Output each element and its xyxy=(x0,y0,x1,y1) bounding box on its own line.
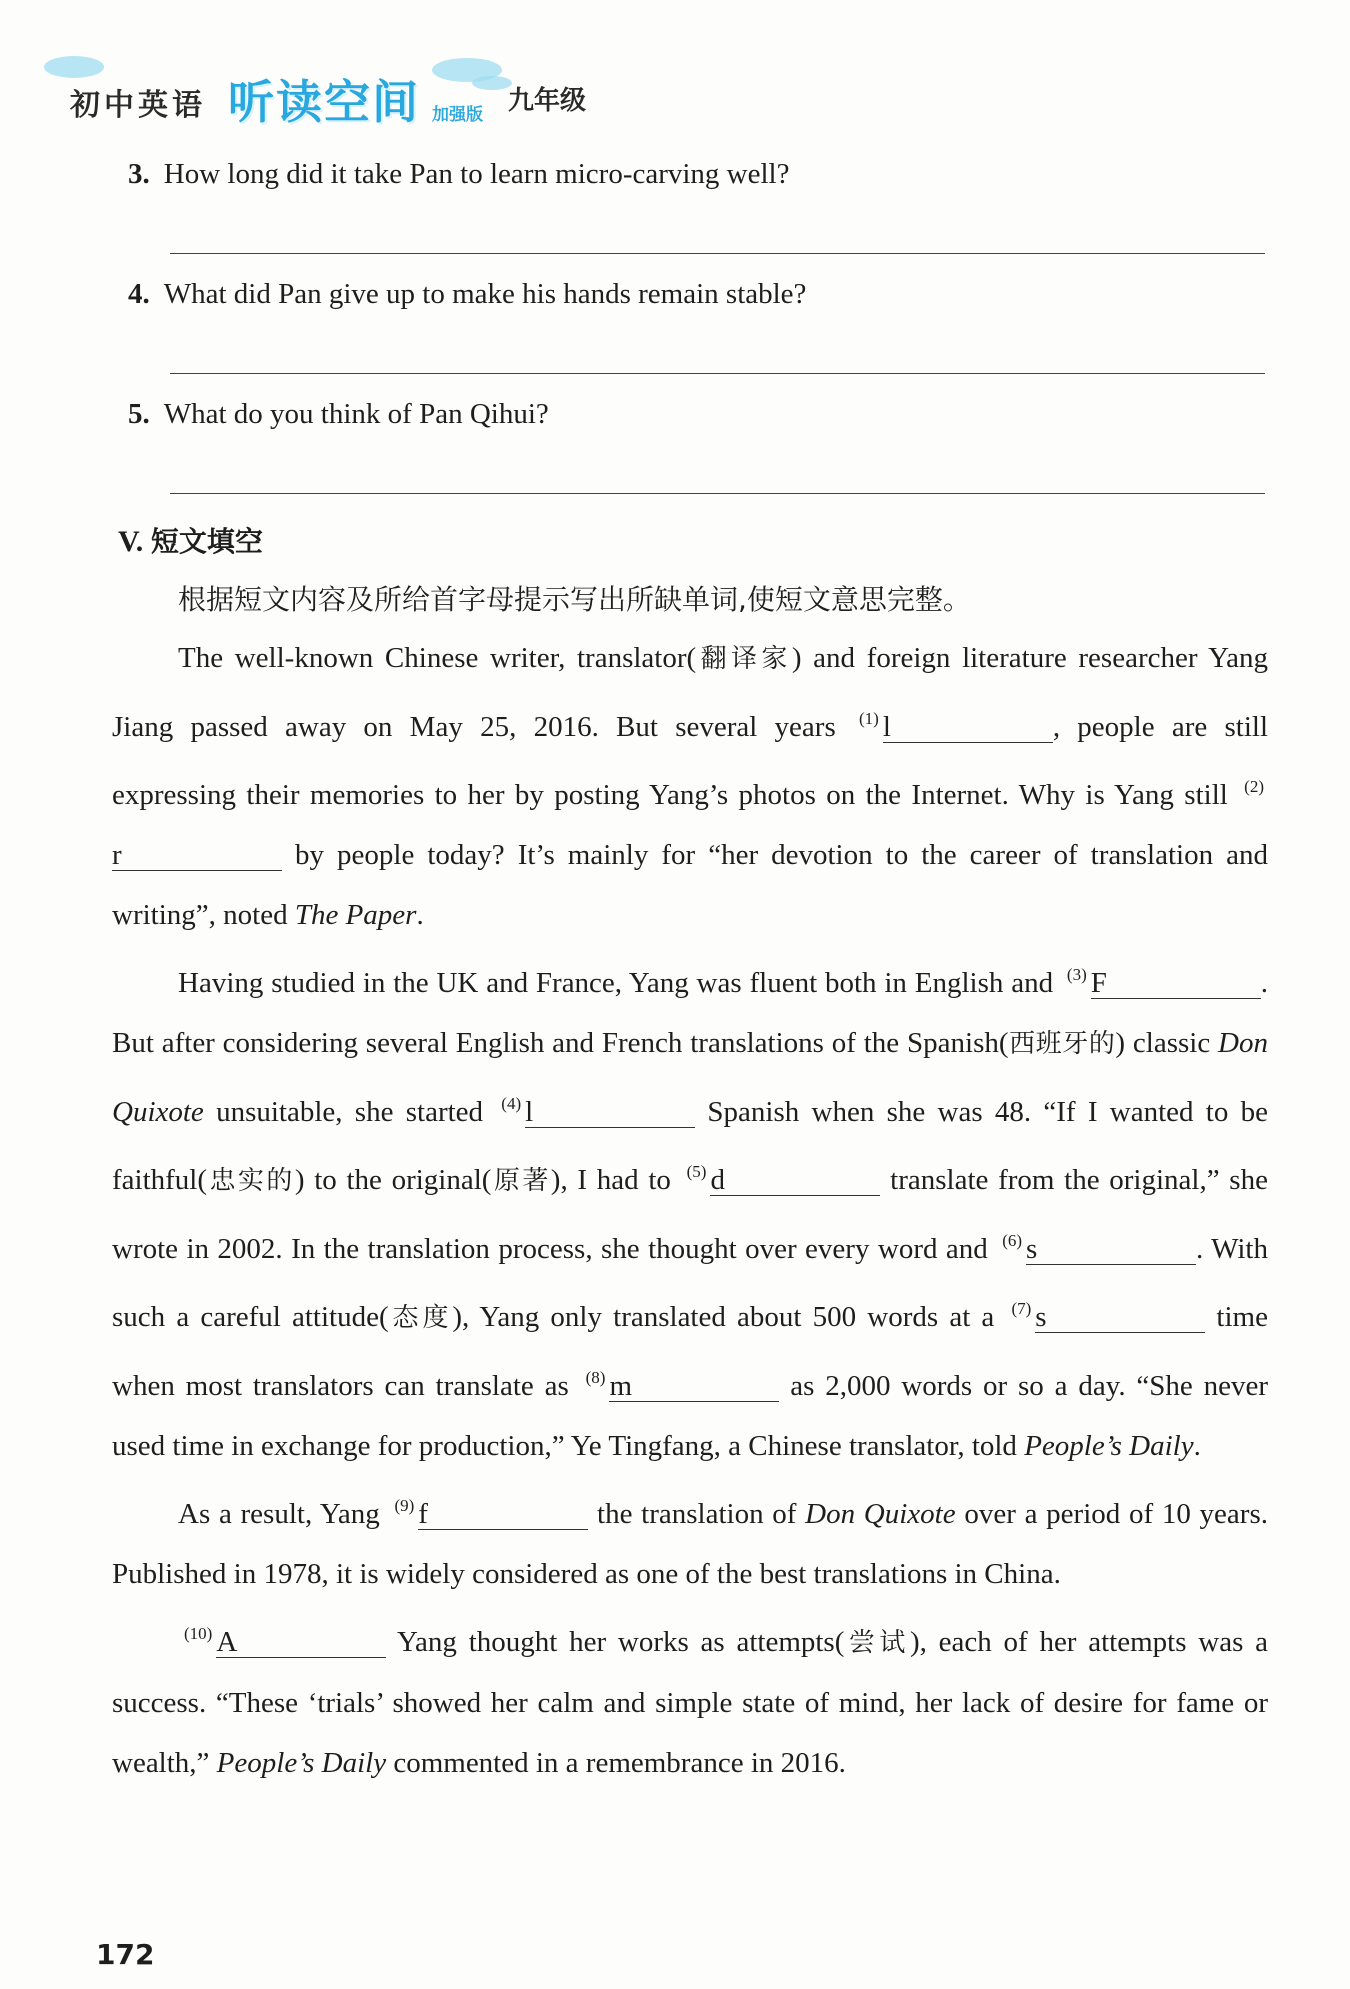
cloud-decoration xyxy=(472,76,512,90)
blank-number: (2) xyxy=(1244,777,1264,796)
grade-label: 九年级 xyxy=(508,86,587,116)
blank-7[interactable]: s xyxy=(1035,1302,1205,1333)
blank-number: (6) xyxy=(1002,1231,1023,1250)
passage-paragraph-4: $^{(10)}$ A Yang thought her works as attempts(尝试), each of her attempts was a success. “These ‘trials’ showed her calm and simple state of mind, her lack of desire for fame or wealth,” People’s Daily commented in a remembrance in 2016. xyxy=(112,1624,1269,1779)
answer-line[interactable] xyxy=(170,373,1265,374)
passage-paragraph-3: As a result, Yang $^{(9)}$ f the translation of Don Quixote over a period of 10 years. Published in 1978, it is widely considered as one of the best translations in China. xyxy=(112,1496,1268,1590)
blank-8[interactable]: m xyxy=(609,1371,779,1402)
answer-line[interactable] xyxy=(170,493,1265,494)
passage-paragraph-1: The well-known Chinese writer, translator(翻译家) and foreign literature researcher Yang Jiang passed away on May 25, 2016. But several years $^{(1)}$ l , people are still expressing their memories to her by posting Yang’s photos on the Internet. Why is Yang still $^{(2)}$r by people today? It’s mainly for “her devotion to the career of translation and writing”, noted The Paper. xyxy=(112,642,1268,931)
section-number: V. xyxy=(118,525,144,558)
question-3 xyxy=(128,158,1268,191)
blank-1[interactable]: l xyxy=(883,712,1053,743)
blank-2[interactable]: r xyxy=(112,840,282,871)
section-title: 短文填空 xyxy=(150,525,263,558)
question-5 xyxy=(128,398,1268,431)
brand-logo: 听读空间 xyxy=(228,75,420,129)
page-number: 172 xyxy=(96,1938,155,1971)
blank-6[interactable]: s xyxy=(1026,1234,1196,1265)
answer-line[interactable] xyxy=(170,253,1265,254)
passage-paragraph-2: Having studied in the UK and France, Yang was fluent both in English and $^{(3)}$ F . But after considering several English and French translations of the Spanish(西班牙的) classic Don Quixote unsuitable, she started $^{(4)}$ l Spanish when she was 48. “If I wanted to be faithful(忠实的) to the original(原著), I had to $^{(5)}$ d translate from the original,” she wrote in 2002. In the translation process, she thought over every word and $^{(6)}$ s . With such a careful attitude(态度), Yang only translated about 500 words at a $^{(7)}$ s time when most translators can translate as $^{(8)}$ m as 2,000 words or so a day. “She never used time in exchange for production,” Ye Tingfang, a Chinese translator, told People’s Daily. xyxy=(112,965,1268,1462)
blank-5[interactable]: d xyxy=(710,1165,880,1196)
section-heading xyxy=(118,520,263,560)
cloud-decoration xyxy=(44,56,104,78)
blank-10[interactable]: A xyxy=(216,1627,386,1658)
edition-label: 加强版 xyxy=(432,105,483,125)
question-4 xyxy=(128,278,1268,311)
series-title: 初中英语 xyxy=(70,88,206,123)
blank-4[interactable]: l xyxy=(525,1097,695,1128)
blank-9[interactable]: f xyxy=(418,1499,588,1530)
question-text: What did Pan give up to make his hands remain stable? xyxy=(163,278,807,310)
question-number: 3. xyxy=(128,158,150,190)
blank-number: (10) xyxy=(184,1624,213,1643)
question-text: How long did it take Pan to learn micro-carving well? xyxy=(163,158,790,190)
section-instruction: 根据短文内容及所给首字母提示写出所缺单词,使短文意思完整。 xyxy=(178,583,971,616)
blank-3[interactable]: F xyxy=(1091,968,1261,999)
question-text: What do you think of Pan Qihui? xyxy=(163,398,549,430)
blank-number: (5) xyxy=(686,1162,707,1181)
question-number: 4. xyxy=(128,278,150,310)
blank-number: (9) xyxy=(394,1496,415,1515)
blank-number: (8) xyxy=(585,1368,606,1387)
blank-number: (3) xyxy=(1066,965,1087,984)
blank-number: (7) xyxy=(1011,1299,1032,1318)
book-header xyxy=(52,56,652,129)
blank-number: (4) xyxy=(501,1094,522,1113)
cloze-passage xyxy=(112,628,1268,1793)
blank-number: (1) xyxy=(858,709,879,728)
question-number: 5. xyxy=(128,398,150,430)
